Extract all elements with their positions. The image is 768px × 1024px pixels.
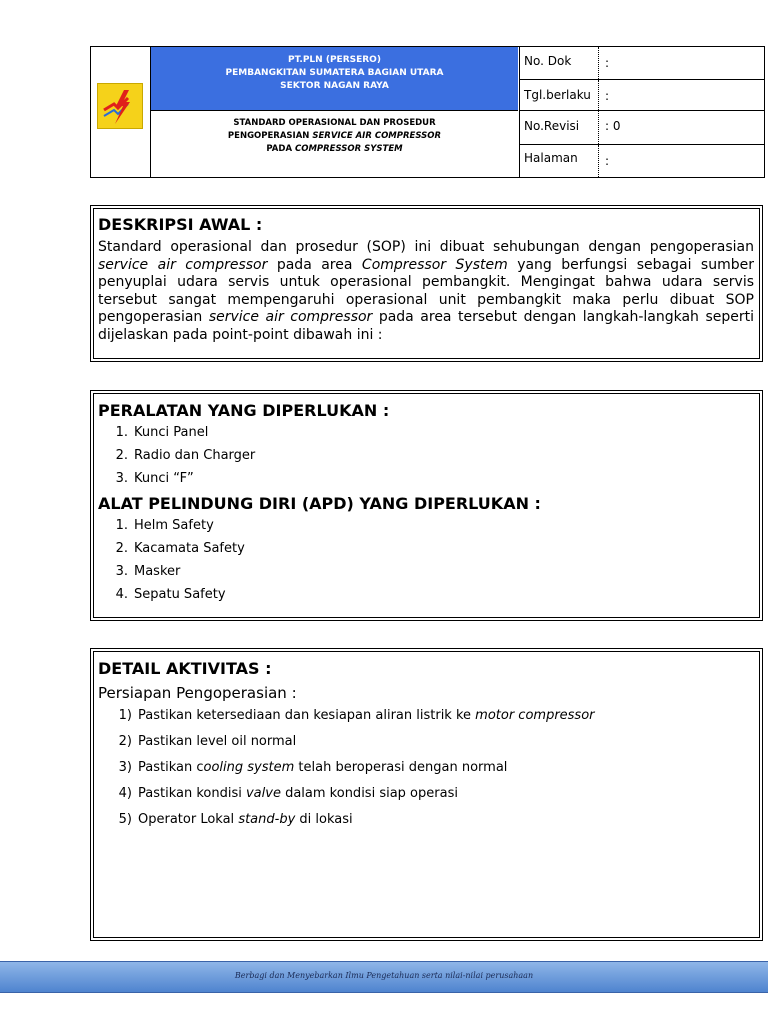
- apd-heading: ALAT PELINDUNG DIRI (APD) YANG DIPERLUKAN :: [98, 494, 541, 513]
- list-item: 3. Kunci “F”: [98, 471, 754, 494]
- step-item: [98, 812, 754, 838]
- step-number: 5): [118, 812, 132, 827]
- steps-list: [98, 708, 754, 838]
- step-text: Pastikan ketersediaan dan kesiapan aliran listrik ke motor compressor: [138, 708, 595, 723]
- list-item: 2. Radio dan Charger: [98, 448, 754, 471]
- step-item: [98, 786, 754, 812]
- list-item: 2. Kacamata Safety: [98, 541, 754, 564]
- step-number: 1): [118, 708, 132, 723]
- document-header-table: [90, 46, 765, 178]
- step-item: [98, 708, 754, 734]
- list-item: 3. Masker: [98, 564, 754, 587]
- meta-label-no-dok: No. Dok: [519, 47, 597, 79]
- meta-value-no-revisi: : 0: [598, 111, 764, 144]
- list-item: 4. Sepatu Safety: [98, 587, 754, 610]
- list-item-text: Radio dan Charger: [134, 448, 256, 463]
- desc-italic: Compressor System: [361, 256, 508, 273]
- list-item-text: Sepatu Safety: [134, 587, 226, 602]
- step-text: Pastikan cooling system telah beroperasi dengan normal: [138, 760, 508, 775]
- meta-value-no-dok: :: [598, 47, 764, 79]
- list-item-text: Masker: [134, 564, 181, 579]
- step-number: 2): [118, 734, 132, 749]
- detail-heading: DETAIL AKTIVITAS :: [98, 659, 272, 678]
- pln-logo-icon: [97, 83, 143, 129]
- step-item: [98, 734, 754, 760]
- list-item-text: Helm Safety: [134, 518, 214, 533]
- list-item: 1. Helm Safety: [98, 518, 754, 541]
- detail-subheading: Persiapan Pengoperasian :: [98, 684, 297, 702]
- company-name: PT.PLN (PERSERO): [288, 55, 381, 65]
- meta-label-no-revisi: No.Revisi: [519, 111, 597, 144]
- step-text: Operator Lokal stand-by di lokasi: [138, 812, 353, 827]
- peralatan-heading: PERALATAN YANG DIPERLUKAN :: [98, 401, 390, 420]
- list-item-text: Kacamata Safety: [134, 541, 245, 556]
- deskripsi-paragraph: [98, 239, 754, 344]
- list-item: 1. Kunci Panel: [98, 425, 754, 448]
- company-division: PEMBANGKITAN SUMATERA BAGIAN UTARA: [225, 68, 444, 78]
- title-line-2-text: PENGOPERASIAN: [227, 131, 313, 141]
- footer-bar: [0, 961, 768, 993]
- title-line-2-italic: SERVICE AIR COMPRESSOR: [312, 131, 442, 141]
- company-banner: [151, 47, 518, 111]
- step-number: 4): [118, 786, 132, 801]
- desc-italic: service air compressor: [98, 256, 268, 273]
- title-line-2: [151, 130, 518, 143]
- logo-cell: [91, 47, 151, 177]
- list-item-text: Kunci Panel: [134, 425, 209, 440]
- apd-list: [98, 518, 754, 610]
- meta-label-tgl-berlaku: Tgl.berlaku: [519, 80, 597, 110]
- desc-text: pada area: [267, 256, 362, 273]
- document-title: [151, 111, 518, 177]
- footer-text: Berbagi dan Menyebarkan Ilmu Pengetahuan serta nilai-nilai perusahaan: [234, 971, 534, 980]
- desc-text: yang berfungsi sebagai sumber penyuplai udara servis untuk operasional pembangkit. Mengingat bahwa udara servis tersebut sangat mempengaruhi operasional unit pembangkit maka perlu dibuat SOP pengoperasian: [98, 256, 754, 325]
- meta-label-halaman: Halaman: [519, 145, 597, 177]
- step-text: Pastikan kondisi valve dalam kondisi siap operasi: [138, 786, 458, 801]
- peralatan-list: [98, 425, 754, 494]
- title-line-1: STANDARD OPERASIONAL DAN PROSEDUR: [233, 118, 436, 128]
- step-text: Pastikan level oil normal: [138, 734, 297, 749]
- meta-value-tgl-berlaku: :: [598, 80, 764, 110]
- company-sector: SEKTOR NAGAN RAYA: [280, 81, 389, 91]
- title-line-3-text: PADA: [266, 144, 295, 154]
- deskripsi-section: [90, 205, 763, 362]
- desc-text: pada area tersebut dengan langkah-langkah seperti dijelaskan pada point-point dibawah ini :: [98, 309, 754, 343]
- deskripsi-heading: DESKRIPSI AWAL :: [98, 215, 263, 234]
- list-item-text: Kunci “F”: [134, 471, 194, 486]
- peralatan-section: [90, 390, 763, 621]
- title-line-3-italic: COMPRESSOR SYSTEM: [294, 144, 403, 154]
- step-number: 3): [118, 760, 132, 775]
- detail-section: [90, 648, 763, 941]
- title-line-3: [151, 143, 518, 156]
- step-item: [98, 760, 754, 786]
- desc-italic: service air compressor: [208, 309, 373, 325]
- meta-value-halaman: :: [598, 145, 764, 177]
- desc-text: Standard operasional dan prosedur (SOP) ini dibuat sehubungan dengan pengoperasian: [98, 239, 754, 255]
